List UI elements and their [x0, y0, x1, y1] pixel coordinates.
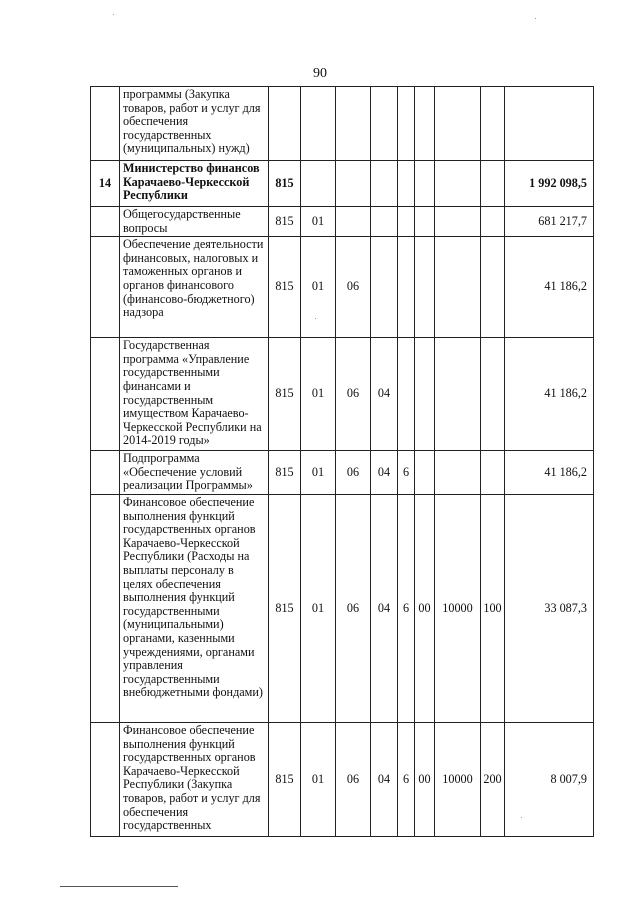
program-code-cell: 04 [371, 338, 398, 451]
budget-table [90, 86, 594, 837]
row-number-cell: 14 [91, 161, 120, 207]
section-code-cell [301, 87, 336, 161]
row-number-cell [91, 494, 120, 722]
scan-speck [521, 817, 522, 818]
footer-rule [60, 886, 178, 887]
direction-code-cell [415, 451, 435, 495]
row-name-cell: Обеспечение деятельности финансовых, налоговых и таможенных органов и органов финансового (финансово-бюджетного) надзора [120, 237, 269, 338]
table-body [91, 87, 594, 837]
ministry-code-cell: 815 [269, 451, 301, 495]
page-number: 90 [313, 66, 327, 81]
expense-type-code-cell [481, 87, 505, 161]
subsection-code-cell [336, 161, 371, 207]
direction-code-cell [415, 338, 435, 451]
ministry-code-cell: 815 [269, 494, 301, 722]
section-code-cell: 01 [301, 338, 336, 451]
amount-cell: 8 007,9 [505, 722, 594, 836]
ministry-code-cell: 815 [269, 161, 301, 207]
subprogram-code-cell [398, 161, 415, 207]
subprogram-code-cell: 6 [398, 722, 415, 836]
scan-speck [315, 318, 316, 319]
direction-code-cell: 00 [415, 722, 435, 836]
table-row [91, 87, 594, 161]
row-number-cell [91, 87, 120, 161]
subsection-code-cell: 06 [336, 237, 371, 338]
section-code-cell: 01 [301, 237, 336, 338]
table-row [91, 722, 594, 836]
subprogram-code-cell [398, 87, 415, 161]
program-code-cell [371, 161, 398, 207]
table-row [91, 161, 594, 207]
row-number-cell [91, 451, 120, 495]
amount-cell: 681 217,7 [505, 207, 594, 237]
expense-type-code-cell [481, 237, 505, 338]
expense-type-code-cell [481, 338, 505, 451]
row-name-cell: Государственная программа «Управление государственными финансами и государственным имуществом Карачаево-Черкесской Республики на 2014-2019 годы» [120, 338, 269, 451]
program-code-cell [371, 207, 398, 237]
subprogram-code-cell: 6 [398, 494, 415, 722]
section-code-cell: 01 [301, 451, 336, 495]
subsection-code-cell: 06 [336, 722, 371, 836]
article-code-cell: 10000 [435, 494, 481, 722]
subsection-code-cell: 06 [336, 451, 371, 495]
row-name-cell: программы (Закупка товаров, работ и услуг для обеспечения государственных (муниципальных) нужд) [120, 87, 269, 161]
row-number-cell [91, 338, 120, 451]
program-code-cell: 04 [371, 722, 398, 836]
row-name-cell: Финансовое обеспечение выполнения функций государственных органов Карачаево-Черкесской Республики (Расходы на выплаты персоналу в целях обеспечения выполнения функций государственными (муниципальными) органами, казенными учреждениями, органами управления государственными внебюджетными фондами) [120, 494, 269, 722]
subsection-code-cell: 06 [336, 494, 371, 722]
subsection-code-cell: 06 [336, 338, 371, 451]
program-code-cell [371, 237, 398, 338]
article-code-cell [435, 161, 481, 207]
article-code-cell [435, 451, 481, 495]
row-number-cell [91, 722, 120, 836]
amount-cell: 41 186,2 [505, 451, 594, 495]
section-code-cell: 01 [301, 722, 336, 836]
expense-type-code-cell [481, 161, 505, 207]
table-row [91, 338, 594, 451]
scan-speck [113, 14, 114, 15]
program-code-cell [371, 87, 398, 161]
row-number-cell [91, 237, 120, 338]
subprogram-code-cell [398, 207, 415, 237]
direction-code-cell [415, 87, 435, 161]
expense-type-code-cell [481, 207, 505, 237]
program-code-cell: 04 [371, 451, 398, 495]
subprogram-code-cell [398, 338, 415, 451]
table-row [91, 494, 594, 722]
direction-code-cell [415, 237, 435, 338]
section-code-cell [301, 161, 336, 207]
amount-cell: 41 186,2 [505, 237, 594, 338]
ministry-code-cell [269, 87, 301, 161]
section-code-cell: 01 [301, 494, 336, 722]
row-name-cell: Министерство финансов Карачаево-Черкесской Республики [120, 161, 269, 207]
subprogram-code-cell: 6 [398, 451, 415, 495]
program-code-cell: 04 [371, 494, 398, 722]
article-code-cell [435, 338, 481, 451]
ministry-code-cell: 815 [269, 237, 301, 338]
scan-speck [535, 18, 536, 19]
row-name-cell: Общегосударственные вопросы [120, 207, 269, 237]
table-row [91, 451, 594, 495]
row-number-cell [91, 207, 120, 237]
article-code-cell: 10000 [435, 722, 481, 836]
expense-type-code-cell: 100 [481, 494, 505, 722]
article-code-cell [435, 87, 481, 161]
table-row [91, 207, 594, 237]
amount-cell [505, 87, 594, 161]
subsection-code-cell [336, 87, 371, 161]
ministry-code-cell: 815 [269, 207, 301, 237]
direction-code-cell: 00 [415, 494, 435, 722]
article-code-cell [435, 237, 481, 338]
row-name-cell: Подпрограмма «Обеспечение условий реализации Программы» [120, 451, 269, 495]
table-row [91, 237, 594, 338]
direction-code-cell [415, 161, 435, 207]
expense-type-code-cell: 200 [481, 722, 505, 836]
section-code-cell: 01 [301, 207, 336, 237]
amount-cell: 33 087,3 [505, 494, 594, 722]
row-name-cell: Финансовое обеспечение выполнения функций государственных органов Карачаево-Черкесской Республики (Закупка товаров, работ и услуг для обеспечения государственных [120, 722, 269, 836]
article-code-cell [435, 207, 481, 237]
subsection-code-cell [336, 207, 371, 237]
amount-cell: 1 992 098,5 [505, 161, 594, 207]
direction-code-cell [415, 207, 435, 237]
expense-type-code-cell [481, 451, 505, 495]
ministry-code-cell: 815 [269, 338, 301, 451]
amount-cell: 41 186,2 [505, 338, 594, 451]
ministry-code-cell: 815 [269, 722, 301, 836]
subprogram-code-cell [398, 237, 415, 338]
